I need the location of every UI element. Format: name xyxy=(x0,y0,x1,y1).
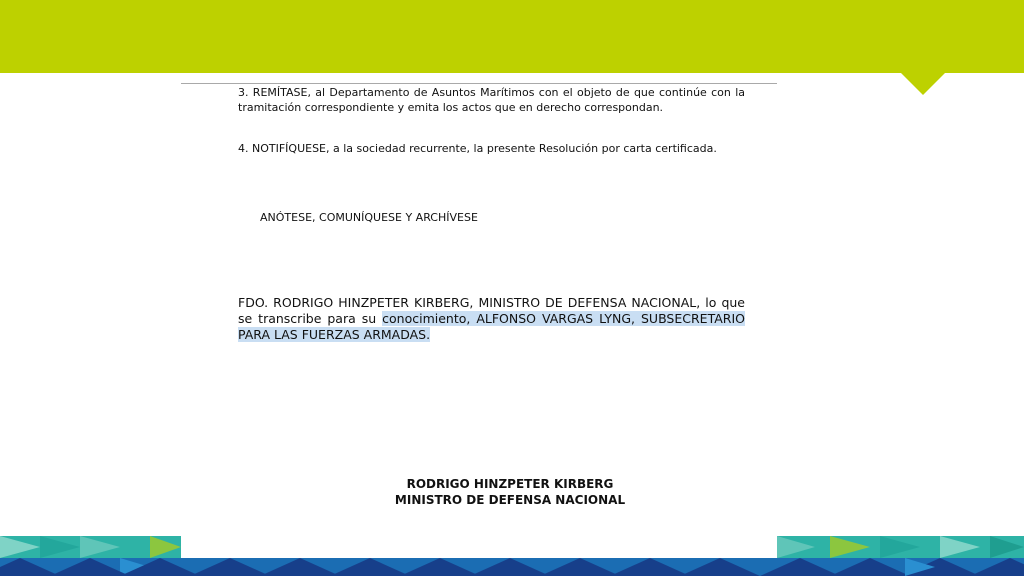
top-header-bar xyxy=(0,0,1024,73)
item-3-line-2: tramitación correspondiente y emita los actos que en derecho correspondan. xyxy=(238,100,664,114)
document-top-rule xyxy=(181,83,777,84)
fdo-transcription-paragraph xyxy=(238,295,745,343)
top-bar-notch-arrow xyxy=(901,73,945,95)
item-4-paragraph: 4. NOTIFÍQUESE, a la sociedad recurrente, la presente Resolución por carta certificada. xyxy=(238,142,717,155)
item-3-paragraph xyxy=(238,86,745,115)
fdo-highlighted-text: conocimiento, ALFONSO VARGAS LYNG, SUBSECRETARIO PARA LAS FUERZAS ARMADAS. xyxy=(238,311,746,342)
document-page-bottom-edge xyxy=(181,536,777,558)
signature-name: RODRIGO HINZPETER KIRBERG xyxy=(406,477,614,491)
signature-title: MINISTRO DE DEFENSA NACIONAL xyxy=(394,493,626,507)
fdo-plain-text: FDO. RODRIGO HINZPETER KIRBERG, MINISTRO DE DEFENSA NACIONAL, lo que se transcribe para su xyxy=(238,295,745,326)
top-bar-fill xyxy=(0,0,1024,73)
item-3-line-1: 3. REMÍTASE, al Departamento de Asuntos Marítimos con el objeto de que continúe con la xyxy=(238,86,745,99)
closing-phrase: ANÓTESE, COMUNÍQUESE Y ARCHÍVESE xyxy=(260,211,478,224)
